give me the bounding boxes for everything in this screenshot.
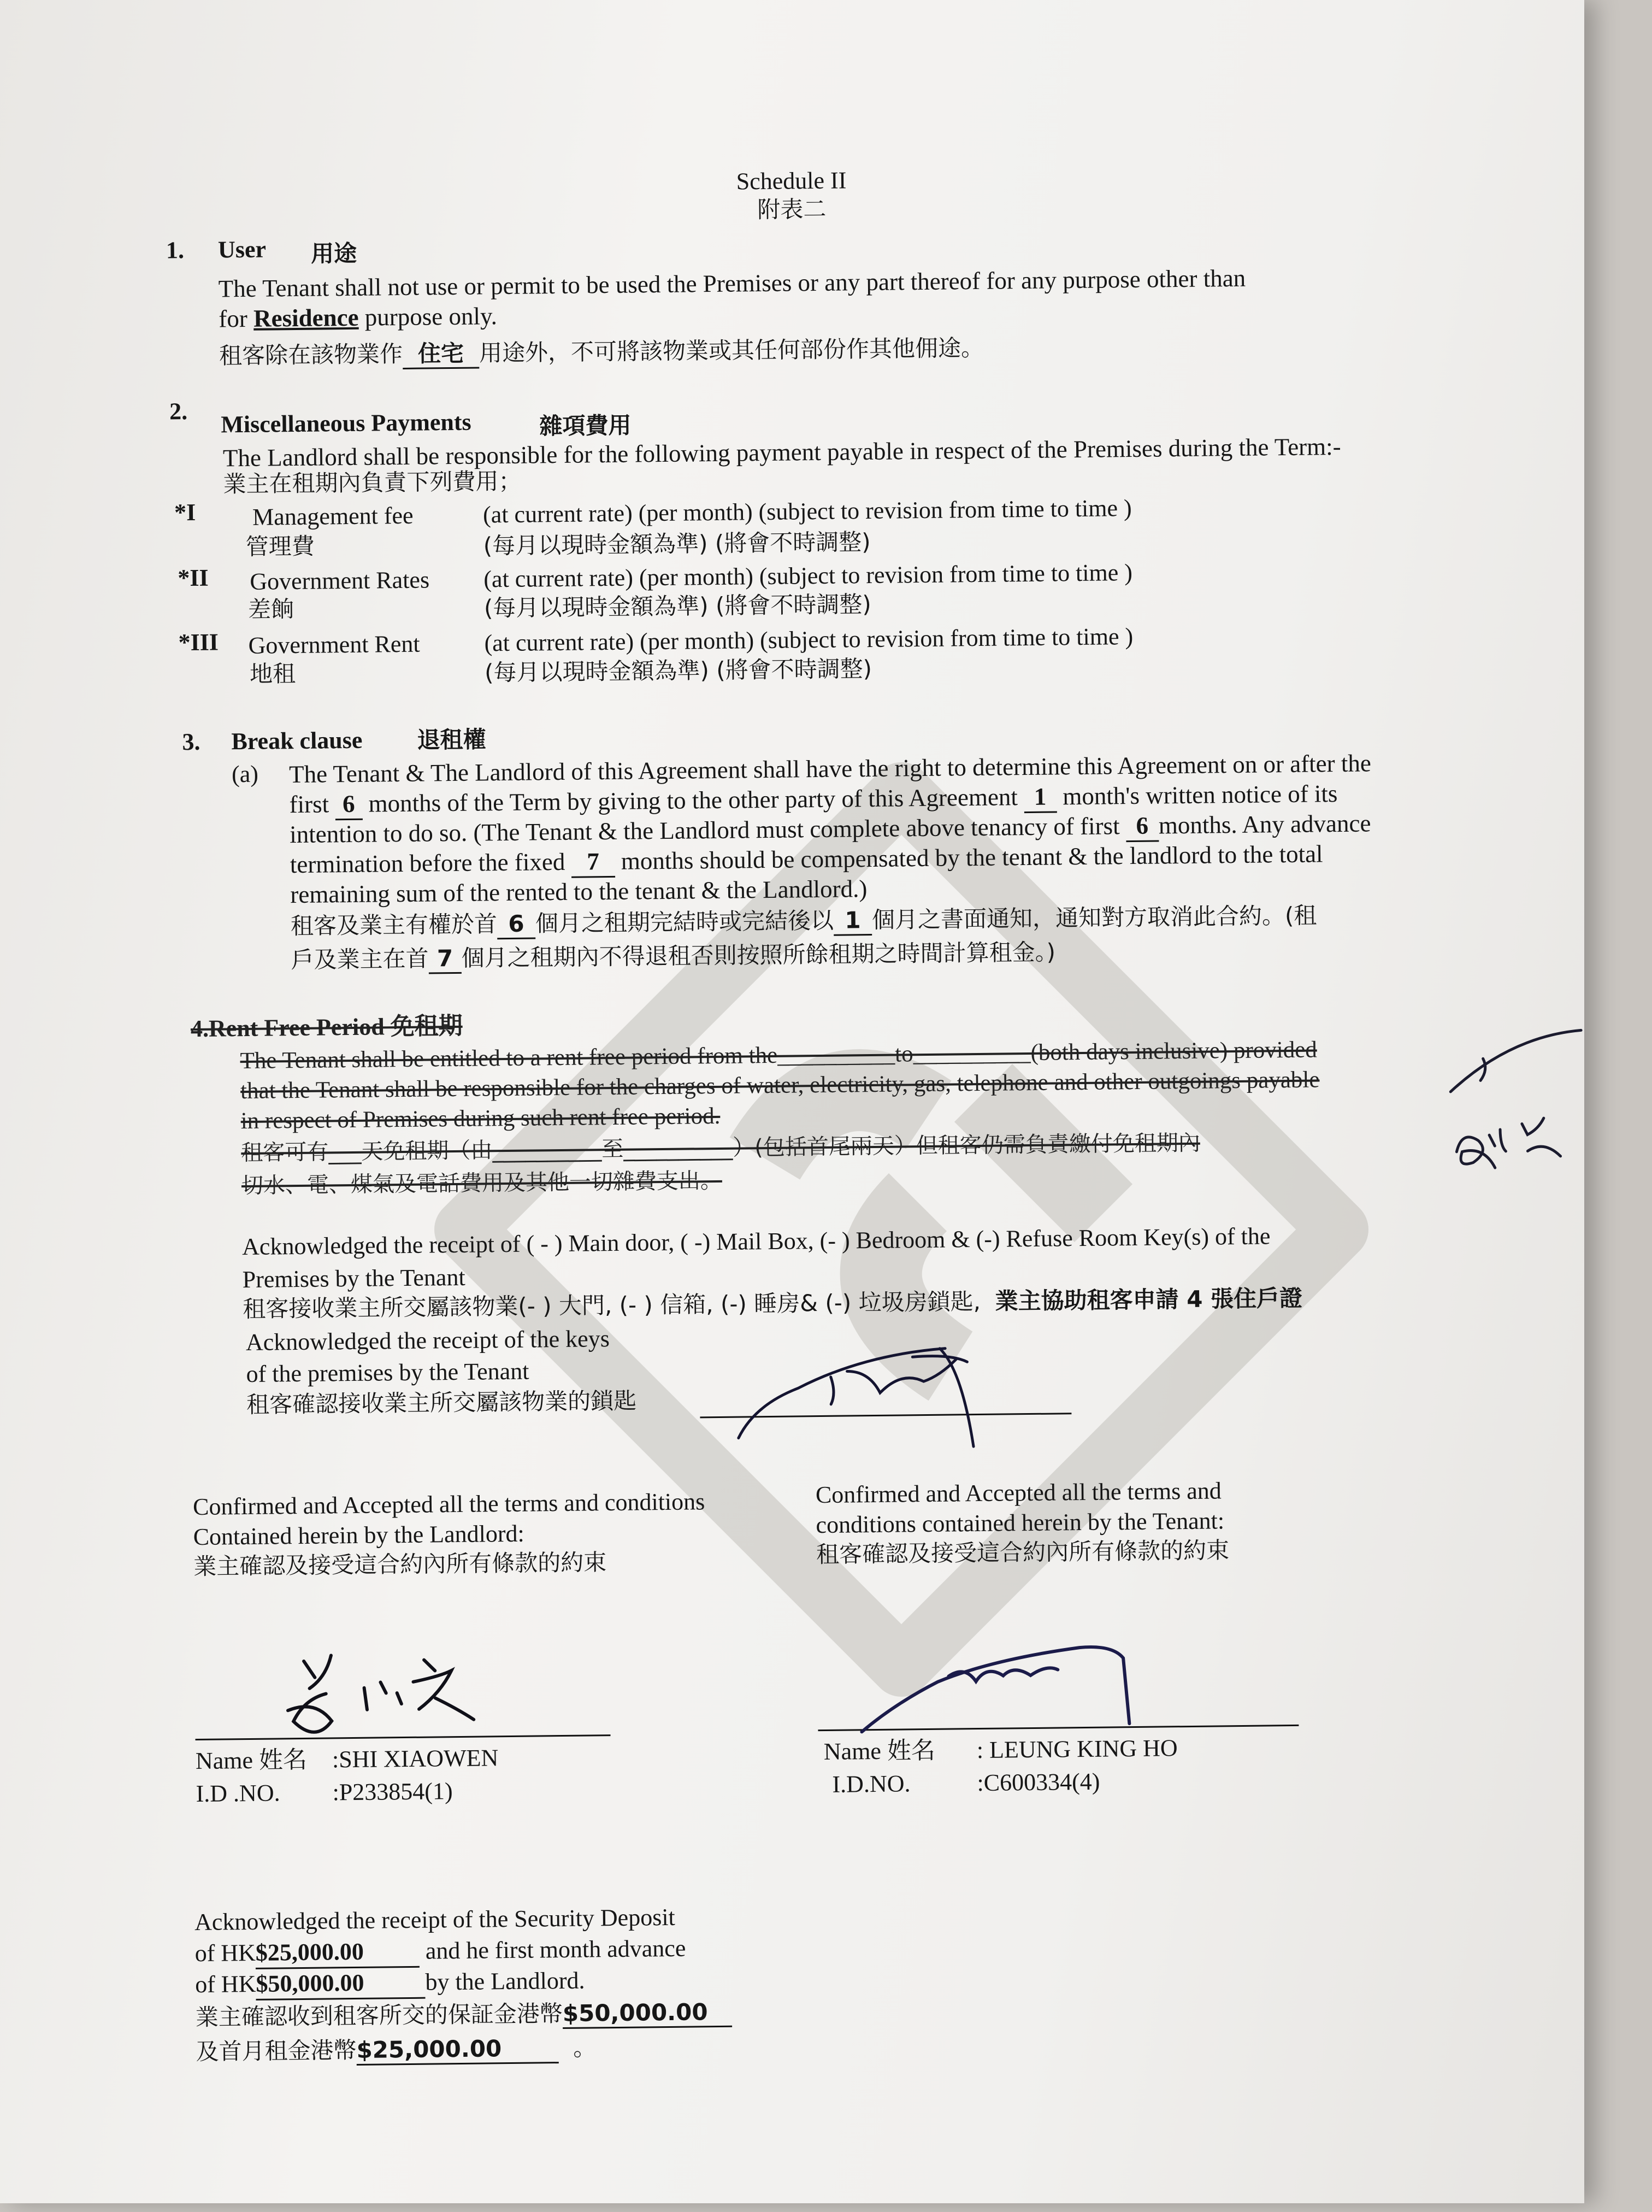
section4-line2: that the Tenant shall be responsible for the charges of water, electricity, gas, telephone and other outgoings payable — [240, 1067, 1320, 1104]
landlord-signature-line — [196, 1734, 611, 1740]
keys-line2: Premises by the Tenant — [242, 1263, 465, 1293]
section1-line1: The Tenant shall not use or permit to be used the Premises or any part thereof for any purpose other than — [218, 264, 1246, 303]
landlord-id: :P233854(1) — [332, 1778, 453, 1806]
landlord-signature-icon — [271, 1637, 491, 1743]
section3-title: Break clause — [231, 726, 363, 755]
section3-line5: remaining sum of the rented to the tenant & the Landlord.) — [290, 875, 868, 909]
deposit-line2: of HK$25,000.00 and he first month advance — [194, 1934, 686, 1970]
section3-line3: intention to do so. (The Tenant & the Landlord must complete above tenancy of first 6 months. Any advance — [289, 809, 1371, 849]
section3-title-zh: 退租權 — [417, 726, 486, 754]
tenant-name-label: Name 姓名 — [823, 1737, 936, 1766]
keys-line1: Acknowledged the receipt of ( - ) Main door, ( -) Mail Box, (- ) Bedroom & (-) Refuse Room Key(s) of the — [241, 1222, 1271, 1261]
section4-line1: The Tenant shall be entitled to a rent free period from the__________to__________(both days inclusive) provided — [240, 1037, 1318, 1074]
section4-line-zh2: 切水、電、煤氣及電話費用及其他一切雜費支出。 — [241, 1168, 723, 1199]
schedule-title-zh: 附表二 — [757, 195, 827, 223]
section4-title: 4.Rent Free Period 免租期 — [190, 1012, 463, 1043]
landlord-confirm-zh: 業主確認及接受這合約內所有條款的約束 — [193, 1549, 607, 1580]
section1-line-zh: 租客除在該物業作 住宅 用途外，不可將該物業或其任何部份作其他佣途。 — [219, 334, 984, 369]
landlord-confirm-line1: Confirmed and Accepted all the terms and conditions — [192, 1488, 705, 1521]
section1-title-zh: 用途 — [310, 239, 357, 267]
section3-line1: The Tenant & The Landlord of this Agreement shall have the right to determine this Agreement on or after the — [288, 749, 1372, 789]
schedule-title: Schedule II — [736, 167, 847, 195]
tenant-key-signature-icon — [732, 1331, 1039, 1460]
section2-title-zh: 雜項費用 — [539, 411, 632, 440]
section3-line2: first 6 months of the Term by giving to the other party of this Agreement 1 month's written notice of its — [289, 779, 1337, 821]
residence-value: Residence — [253, 303, 359, 332]
section3-number: 3. — [182, 728, 200, 756]
payment-item: *II Government Rates 差餉 (at current rate) (per month) (subject to revision from time to time ) (每月以現時金額為準) (將會不時調整) — [178, 558, 1133, 623]
landlord-name: :SHI XIAOWEN — [332, 1744, 499, 1773]
tenant-confirm-line1: Confirmed and Accepted all the terms and — [815, 1477, 1222, 1509]
deposit-line3: of HK$50,000.00 by the Landlord. — [195, 1967, 585, 2001]
payment-item: *III Government Rent 地租 (at current rate) (per month) (subject to revision from time to time ) (每月以現時金額為準) (將會不時調整) — [178, 622, 1134, 687]
tenant-id-label: I.D.NO. — [832, 1770, 911, 1798]
section3-line4: termination before the fixed 7 months should be compensated by the tenant & the landlord to the total — [290, 840, 1323, 879]
keys-line4: of the premises by the Tenant — [246, 1357, 529, 1388]
tenant-name: : LEUNG KING HO — [976, 1734, 1178, 1764]
section1-title: User — [217, 236, 267, 263]
deposit-line1: Acknowledged the receipt of the Security Deposit — [194, 1903, 676, 1936]
section3-line-zh2: 戶及業主在首 7 個月之租期內不得退租否則按照所餘租期之時間計算租金。) — [291, 938, 1056, 974]
section1-number: 1. — [166, 237, 185, 264]
keys-line-zh2: 租客確認接收業主所交屬該物業的鎖匙 — [246, 1387, 637, 1419]
keys-line-zh: 租客接收業主所交屬該物業(- ) 大門, (- ) 信箱, (-) 睡房& (-) 垃圾房鎖匙, 業主協助租客申請 4 張住戶證 — [243, 1284, 1303, 1323]
section4-line-zh1: 租客可有___天免租期（由__________至__________）(包括首尾兩天）但租客仍需負責繳付免租期內 — [241, 1130, 1201, 1166]
section2-line1: The Landlord shall be responsible for the following payment payable in respect of the Premises during the Term:- — [222, 432, 1341, 472]
keys-signature-line — [700, 1413, 1071, 1418]
deposit-line-zh2: 及首月租金港幣$25,000.00 。 — [196, 2034, 597, 2066]
keys-line3: Acknowledged the receipt of the keys — [245, 1325, 610, 1356]
section2-title: Miscellaneous Payments — [221, 408, 471, 438]
section3-sub: (a) — [231, 760, 259, 788]
section2-number: 2. — [169, 398, 188, 425]
section1-line2: for Residence purpose only. — [219, 302, 498, 333]
section2-line-zh: 業主在租期內負責下列費用； — [223, 467, 522, 498]
margin-initials-signature-icon — [1444, 1025, 1588, 1179]
landlord-name-label: Name 姓名 — [195, 1746, 308, 1775]
landlord-id-label: I.D .NO. — [196, 1779, 280, 1808]
tenant-confirm-line2: conditions contained herein by the Tenant: — [816, 1507, 1225, 1539]
deposit-line-zh1: 業主確認收到租客所交的保証金港幣$50,000.00 — [196, 1998, 733, 2033]
payment-item: *I Management fee 管理費 (at current rate) (per month) (subject to revision from time to time ) (每月以現時金額為準) (將會不時調整) — [174, 494, 1132, 560]
landlord-confirm-line2: Contained herein by the Landlord: — [193, 1520, 524, 1551]
tenant-id: :C600334(4) — [977, 1768, 1100, 1797]
tenant-signature-line — [818, 1725, 1299, 1731]
tenant-confirm-zh: 租客確認及接受這合約內所有條款的約束 — [816, 1537, 1230, 1568]
section4-line3: in respect of Premises during such rent free period. — [240, 1103, 721, 1134]
section3-line-zh1: 租客及業主有權於首 6 個月之租期完結時或完結後以 1 個月之書面通知，通知對方取消此合約。(租 — [290, 902, 1317, 940]
